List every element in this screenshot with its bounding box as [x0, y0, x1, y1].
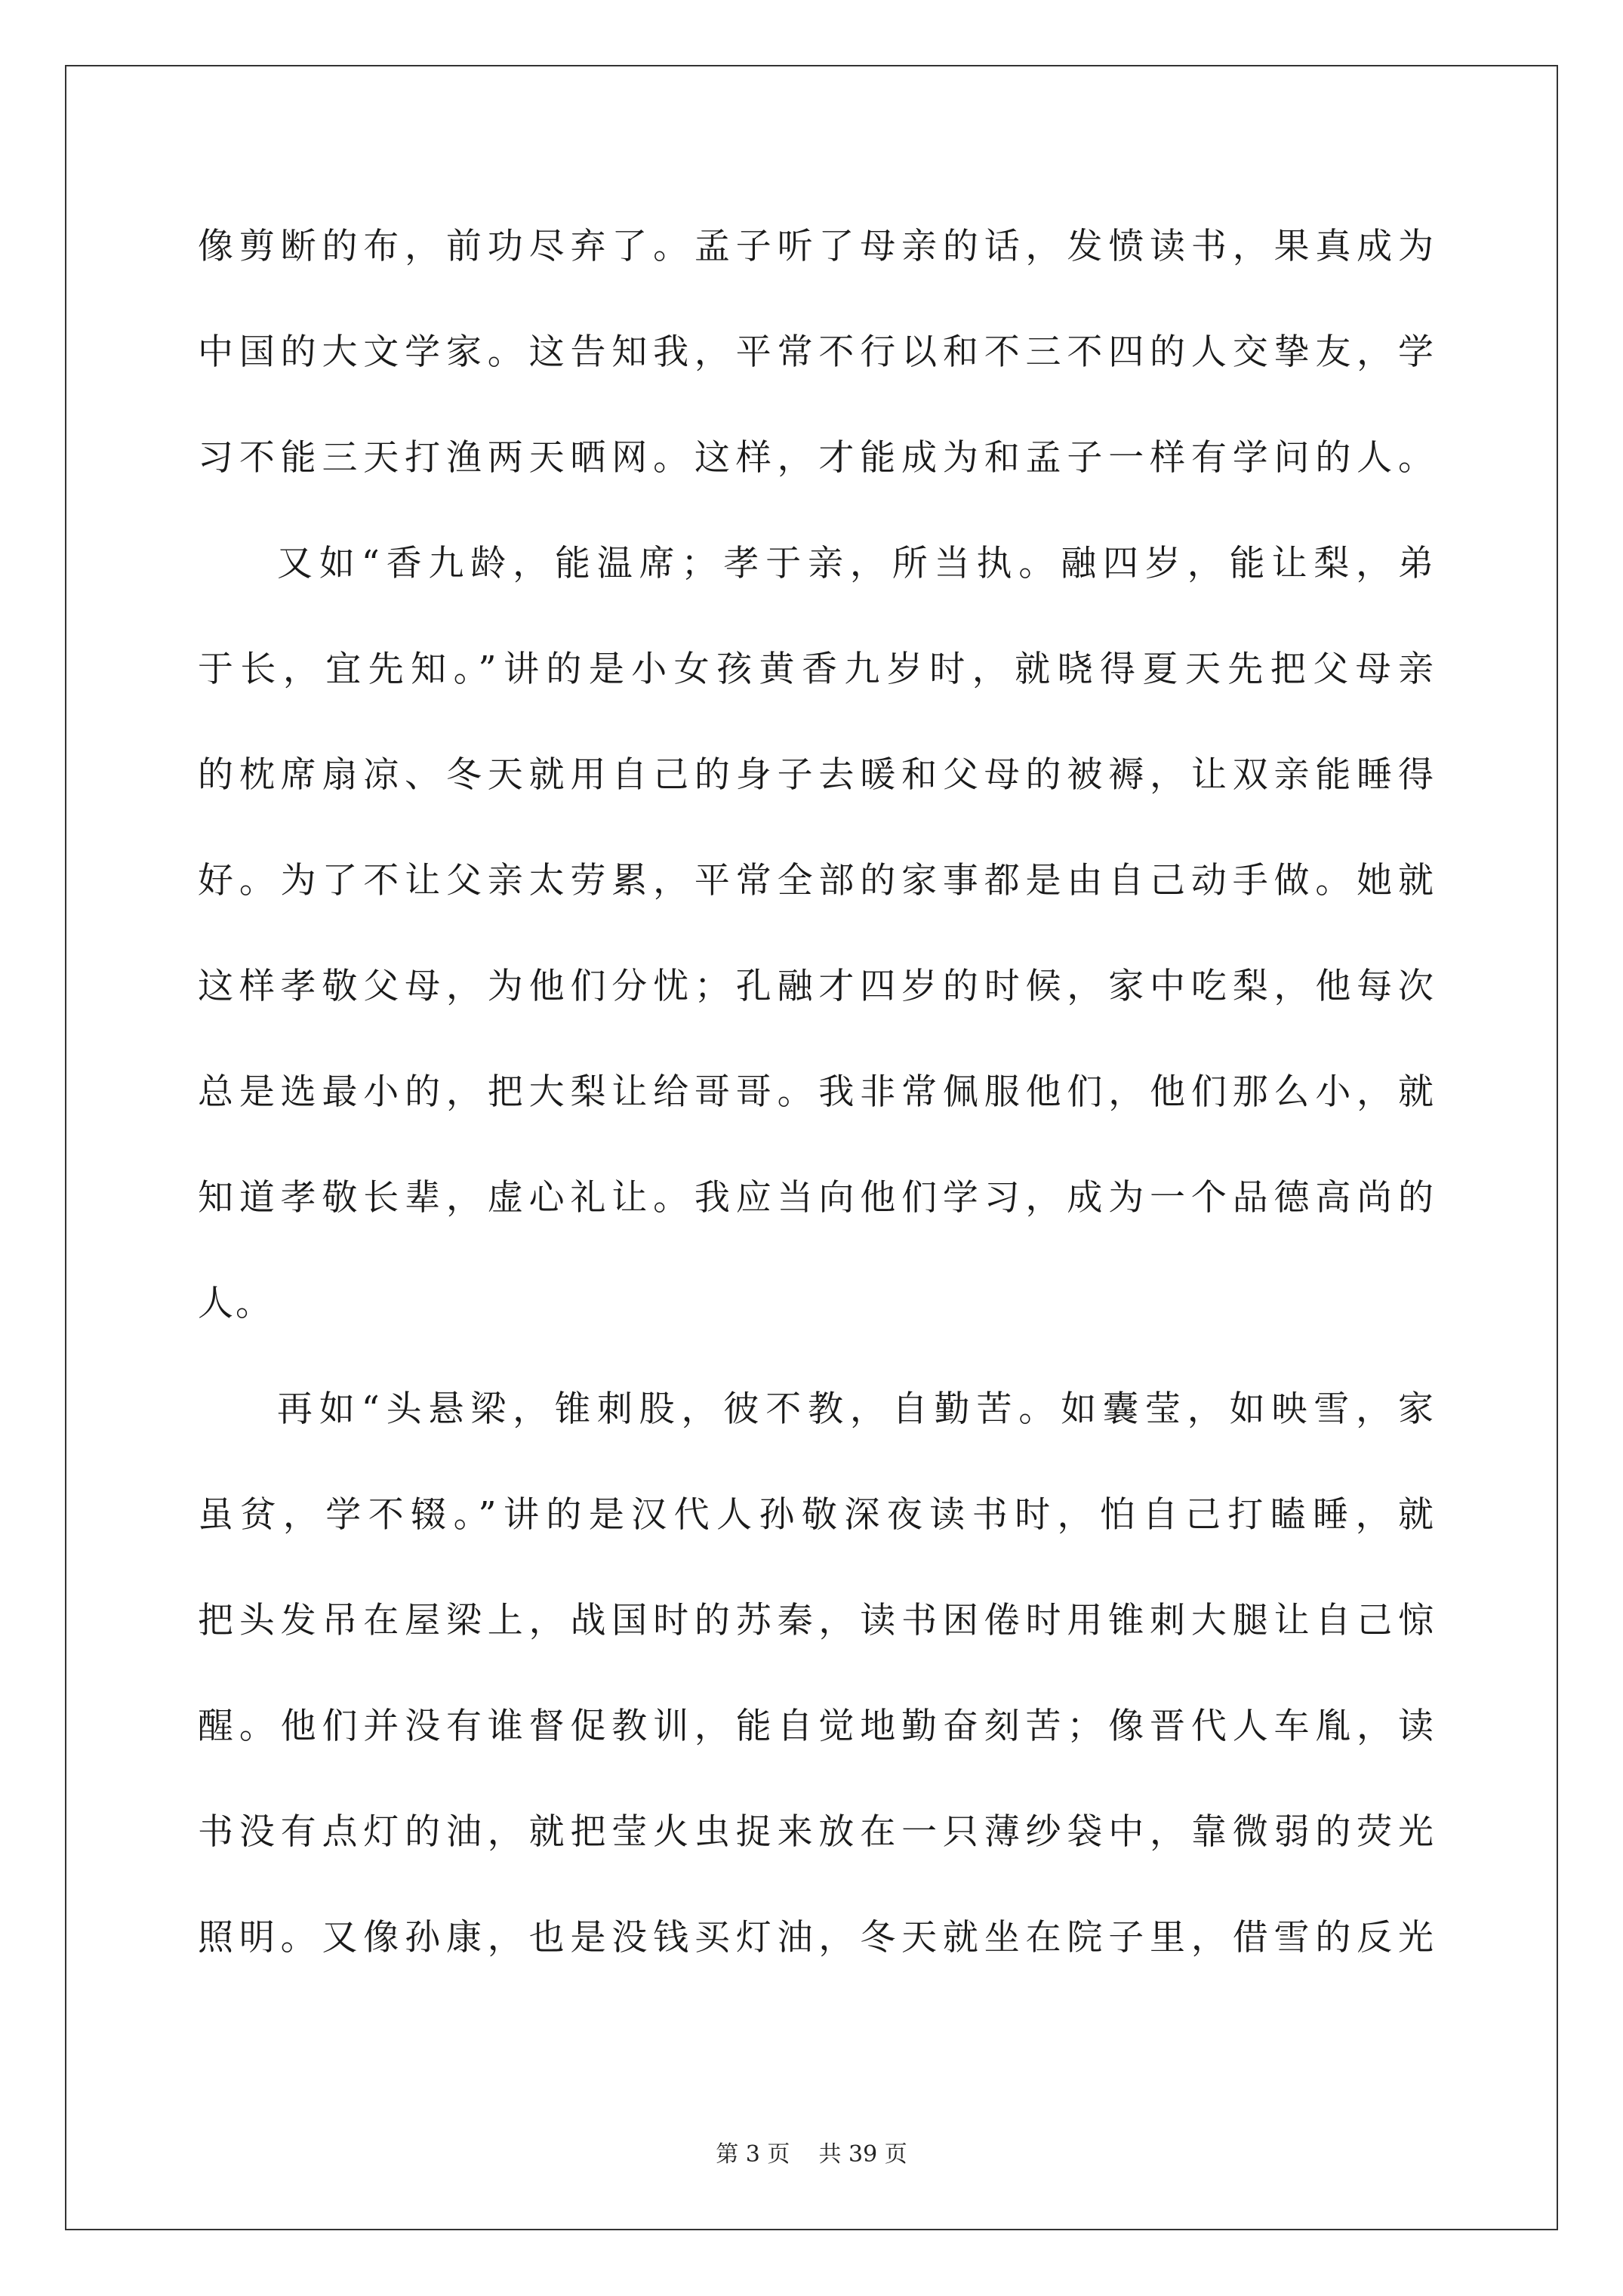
text-line: 中国的大文学家。这告知我，平常不行以和不三不四的人交挚友，学	[198, 331, 1436, 373]
text-line: 知道孝敬长辈，虚心礼让。我应当向他们学习，成为一个品德高尚的	[198, 1177, 1436, 1219]
text-line: 照明。又像孙康，也是没钱买灯油，冬天就坐在院子里，借雪的反光	[198, 1917, 1436, 1959]
text-line: 于长，宜先知。”讲的是小女孩黄香九岁时，就晓得夏天先把父母亲	[198, 649, 1436, 690]
text-line: 像剪断的布，前功尽弃了。孟子听了母亲的话，发愤读书，果真成为	[198, 226, 1436, 267]
page-number-footer: 第 3 页 共 39 页	[716, 2141, 907, 2168]
document-body	[198, 213, 1436, 2010]
text-line: 总是选最小的，把大梨让给哥哥。我非常佩服他们，他们那么小，就	[198, 1071, 1436, 1113]
text-line: 虽贫，学不辍。”讲的是汉代人孙敬深夜读书时，怕自己打瞌睡，就	[198, 1494, 1436, 1536]
text-line: 书没有点灯的油，就把莹火虫捉来放在一只薄纱袋中，靠微弱的荧光	[198, 1811, 1436, 1853]
text-line: 这样孝敬父母，为他们分忧；孔融才四岁的时候，家中吃梨，他每次	[198, 966, 1436, 1007]
text-line: 又如“香九龄，能温席；孝于亲，所当执。融四岁，能让梨，弟	[277, 543, 1436, 584]
text-line: 的枕席扇凉、冬天就用自己的身子去暖和父母的被褥，让双亲能睡得	[198, 754, 1436, 796]
text-line: 醒。他们并没有谁督促教训，能自觉地勤奋刻苦；像晋代人车胤，读	[198, 1706, 1436, 1747]
text-line: 人。	[198, 1283, 273, 1324]
text-line: 把头发吊在屋梁上，战国时的苏秦，读书困倦时用锥刺大腿让自己惊	[198, 1600, 1436, 1641]
text-line: 再如“头悬梁，锥刺股，彼不教，自勤苦。如囊莹，如映雪，家	[277, 1388, 1436, 1430]
text-line: 好。为了不让父亲太劳累，平常全部的家事都是由自己动手做。她就	[198, 860, 1436, 901]
text-line: 习不能三天打渔两天晒网。这样，才能成为和孟子一样有学问的人。	[198, 437, 1436, 479]
